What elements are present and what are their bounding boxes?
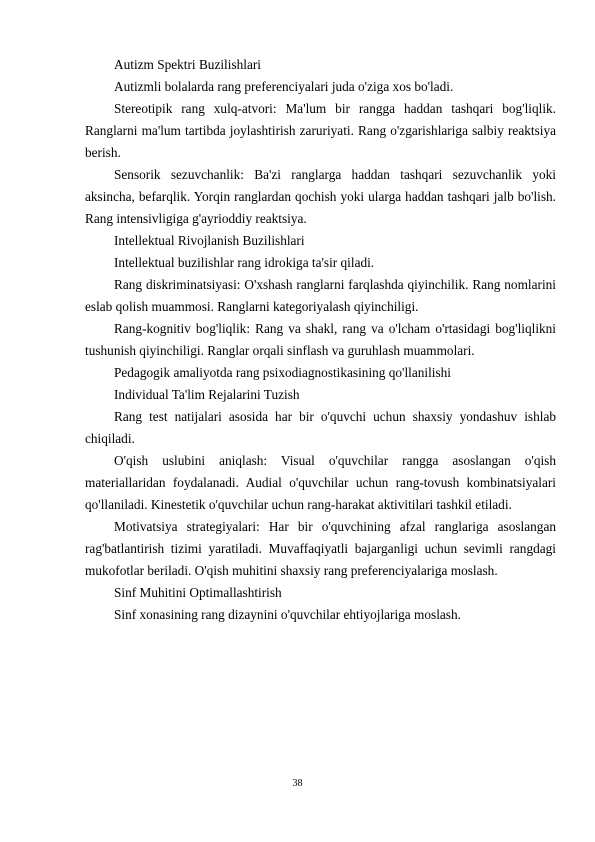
section-heading: Sinf Muhitini Optimallashtirish [114, 585, 282, 600]
paragraph: Autizmli bolalarda rang preferenciyalari juda o'ziga xos bo'ladi. [114, 79, 454, 94]
section-heading: Individual Ta'lim Rejalarini Tuzish [114, 387, 300, 402]
paragraph: O'qish uslubini aniqlash: Visual o'quvchilar rangga asoslangan o'qish materiallaridan foydalanadi. Audial o'quvchilar uchun rang-tovush kombinatsiyalari qo'llaniladi. Kinestetik o'quvchilar uchun rang-harakat aktivitilari tashkil etiladi. [85, 453, 556, 512]
paragraph: Sensorik sezuvchanlik: Ba'zi ranglarga haddan tashqari sezuvchanlik yoki aksincha, befarqlik. Yorqin ranglardan qochish yoki ularga haddan tashqari jalb bo'lish. Rang intensivligiga g'ayrioddiy reaktsiya. [85, 167, 556, 226]
paragraph: Sinf xonasining rang dizaynini o'quvchilar ehtiyojlariga moslash. [114, 607, 461, 622]
page-number: 38 [292, 778, 303, 789]
section-heading: Autizm Spektri Buzilishlari [114, 57, 261, 72]
paragraph: Rang diskriminatsiyasi: O'xshash ranglarni farqlashda qiyinchilik. Rang nomlarini eslab qolish muammosi. Ranglarni kategoriyalash qiyinchiligi. [85, 277, 556, 314]
paragraph: Rang-kognitiv bog'liqlik: Rang va shakl, rang va o'lcham o'rtasidagi bog'liqlikni tushunish qiyinchiligi. Ranglar orqali sinflash va guruhlash muammolari. [85, 321, 556, 358]
page-body [85, 54, 556, 626]
paragraph: Motivatsiya strategiyalari: Har bir o'quvchining afzal ranglariga asoslangan rag'batlantirish tizimi yaratiladi. Muvaffaqiyatli bajarganligi uchun sevimli rangdagi mukofotlar beriladi. O'qish muhitini shaxsiy rang preferenciyalariga moslash. [85, 519, 556, 578]
paragraph: Intellektual buzilishlar rang idrokiga ta'sir qiladi. [114, 255, 375, 270]
section-heading: Pedagogik amaliyotda rang psixodiagnostikasining qo'llanilishi [114, 365, 451, 380]
paragraph: Stereotipik rang xulq-atvori: Ma'lum bir rangga haddan tashqari bog'liqlik. Ranglarni ma'lum tartibda joylashtirish zaruriyati. Rang o'zgarishlariga salbiy reaktsiya berish. [85, 101, 556, 160]
paragraph: Rang test natijalari asosida har bir o'quvchi uchun shaxsiy yondashuv ishlab chiqiladi. [85, 409, 556, 446]
section-heading: Intellektual Rivojlanish Buzilishlari [114, 233, 305, 248]
